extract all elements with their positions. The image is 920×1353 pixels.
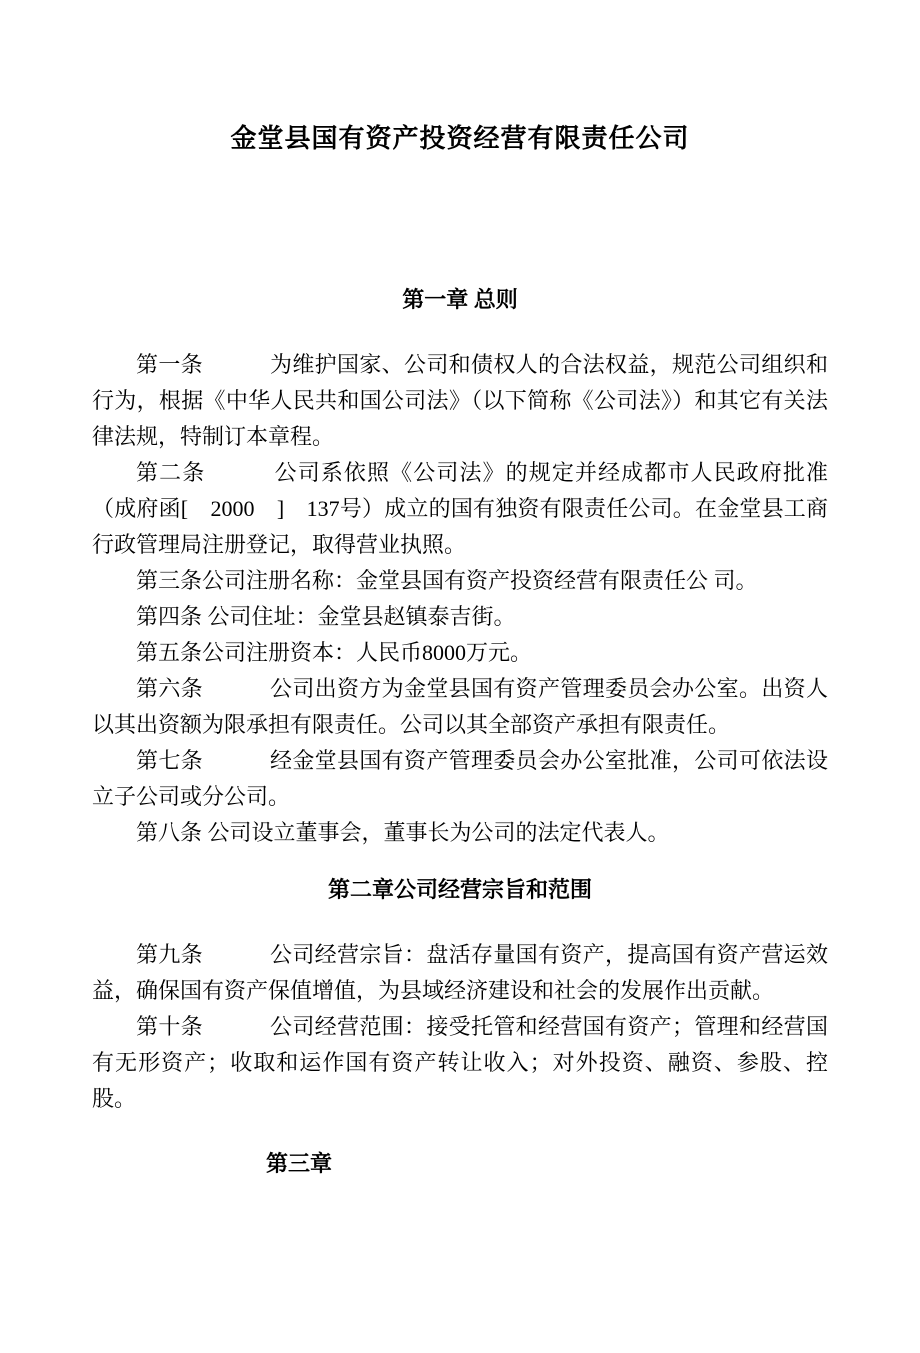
- article-1-paragraph: 第一条 为维护国家、公司和债权人的合法权益，规范公司组织和行为，根据《中华人民共和国公司法》（以下简称《公司法》）和其它有关法律法规，特制订本章程。: [92, 352, 828, 449]
- article-3-paragraph: 第三条公司注册名称：金堂县国有资产投资经营有限责任公 司。: [136, 568, 758, 593]
- article-6-paragraph: 第六条 公司出资方为金堂县国有资产管理委员会办公室。出资人以其出资额为限承担有限责任。公司以其全部资产承担有限责任。: [92, 676, 828, 737]
- article-9-paragraph: 第九条 公司经营宗旨：盘活存量国有资产，提高国有资产营运效益，确保国有资产保值增值，为县域经济建设和社会的发展作出贡献。: [92, 942, 828, 1003]
- article-7-paragraph: 第七条 经金堂县国有资产管理委员会办公室批准，公司可依法设立子公司或分公司。: [92, 748, 828, 809]
- article-2-paragraph: 第二条 公司系依照《公司法》的规定并经成都市人民政府批准（成府函[ 2000 ] 137号）成立的国有独资有限责任公司。在金堂县工商行政管理局注册登记，取得营业执照。: [92, 460, 828, 557]
- chapter-3-heading: 第三章: [266, 1151, 333, 1176]
- article-5-paragraph: 第五条公司注册资本：人民币8000万元。: [136, 640, 533, 665]
- chapter-2-heading: 第二章公司经营宗旨和范围: [327, 877, 592, 902]
- article-8-paragraph: 第八条 公司设立董事会，董事长为公司的法定代表人。: [136, 820, 670, 845]
- document-title: 金堂县国有资产投资经营有限责任公司: [230, 124, 690, 153]
- article-10-paragraph: 第十条 公司经营范围：接受托管和经营国有资产；管理和经营国有无形资产；收取和运作国有资产转让收入；对外投资、融资、参股、控股。: [92, 1014, 828, 1111]
- chapter-1-heading: 第一章 总则: [402, 287, 518, 312]
- article-4-paragraph: 第四条 公司住址：金堂县赵镇泰吉街。: [136, 604, 516, 629]
